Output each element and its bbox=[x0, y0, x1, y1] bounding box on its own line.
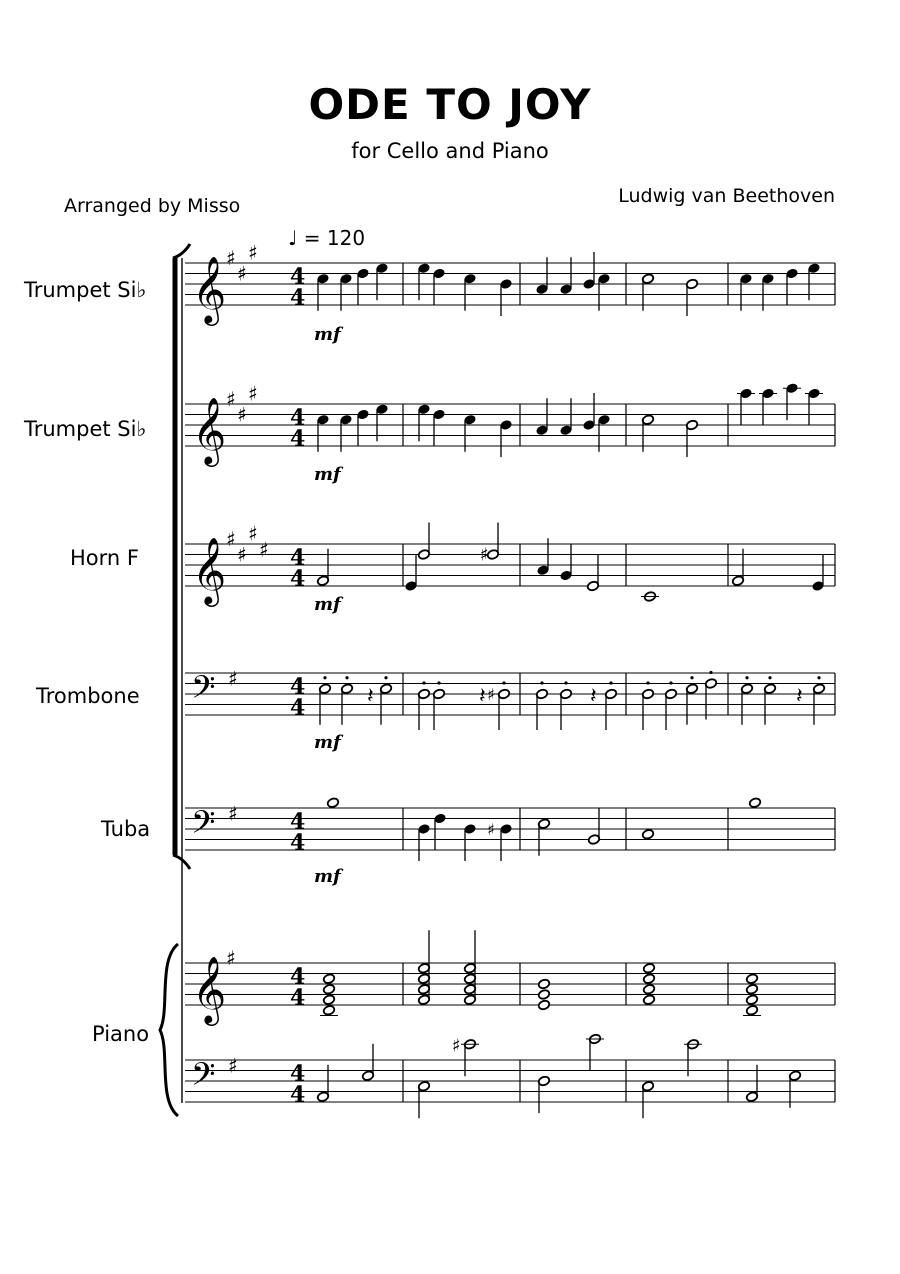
key-signature-sharp: ♯ bbox=[228, 801, 238, 826]
time-signature-bottom: 4 bbox=[290, 566, 306, 592]
staccato-dot bbox=[745, 676, 748, 679]
key-signature-sharp: ♯ bbox=[248, 381, 258, 406]
accidental-sharp: ♯ bbox=[480, 544, 489, 566]
arranger-credit: Arranged by Misso bbox=[64, 195, 241, 217]
time-signature-bottom: 4 bbox=[290, 830, 306, 856]
time-signature-top: 4 bbox=[290, 405, 306, 431]
instrument-label-trombone: Trombone bbox=[36, 684, 140, 708]
staccato-dot bbox=[564, 681, 567, 684]
piano-brace bbox=[160, 944, 178, 1116]
note-head bbox=[643, 963, 656, 974]
accidental-sharp: ♯ bbox=[487, 820, 495, 839]
time-signature-top: 4 bbox=[290, 674, 306, 700]
note-head bbox=[538, 978, 551, 989]
note-head bbox=[746, 994, 759, 1005]
time-signature-bottom: 4 bbox=[290, 426, 306, 452]
key-signature-sharp: ♯ bbox=[259, 537, 269, 562]
quarter-rest-icon: 𝄽 bbox=[590, 684, 597, 709]
quarter-rest-icon: 𝄽 bbox=[796, 684, 803, 709]
accidental-sharp: ♯ bbox=[452, 1035, 461, 1057]
quarter-rest-icon: 𝄽 bbox=[479, 684, 486, 709]
staccato-dot bbox=[646, 681, 649, 684]
treble-clef-icon: 𝄞 bbox=[192, 255, 227, 323]
note-head bbox=[643, 984, 656, 995]
note-head bbox=[746, 984, 759, 995]
note-head bbox=[643, 994, 656, 1005]
score-subtitle: for Cello and Piano bbox=[351, 139, 549, 163]
time-signature-bottom: 4 bbox=[290, 985, 306, 1011]
note-head bbox=[327, 797, 340, 808]
note-head bbox=[643, 973, 656, 984]
key-signature-sharp: ♯ bbox=[226, 945, 236, 970]
quarter-note-icon: ♩ bbox=[288, 226, 298, 250]
bracket-top-hook bbox=[173, 244, 190, 258]
staccato-dot bbox=[669, 681, 672, 684]
composer-credit: Ludwig van Beethoven bbox=[618, 185, 835, 207]
key-signature-sharp: ♯ bbox=[248, 240, 258, 265]
note-head bbox=[323, 1005, 336, 1016]
treble-clef-icon: 𝄞 bbox=[192, 955, 227, 1023]
note-head bbox=[323, 973, 336, 984]
time-signature-bottom: 4 bbox=[290, 1082, 306, 1108]
dynamic-marking: mf bbox=[314, 732, 341, 753]
time-signature-top: 4 bbox=[290, 809, 306, 835]
note-head bbox=[749, 797, 762, 808]
bass-clef-icon: 𝄢 bbox=[191, 669, 216, 713]
staccato-dot bbox=[540, 681, 543, 684]
time-signature-bottom: 4 bbox=[290, 695, 306, 721]
staccato-dot bbox=[384, 676, 387, 679]
time-signature-top: 4 bbox=[290, 264, 306, 290]
dynamic-marking: mf bbox=[314, 324, 341, 345]
note-head bbox=[642, 829, 655, 840]
staccato-dot bbox=[437, 681, 440, 684]
score-title: ODE TO JOY bbox=[308, 80, 592, 129]
key-signature-sharp: ♯ bbox=[226, 245, 236, 270]
staccato-dot bbox=[768, 676, 771, 679]
time-signature-bottom: 4 bbox=[290, 285, 306, 311]
treble-clef-icon: 𝄞 bbox=[192, 396, 227, 464]
note-head bbox=[746, 1005, 759, 1016]
key-signature-sharp: ♯ bbox=[237, 261, 247, 286]
instrument-label-piano: Piano bbox=[92, 1022, 150, 1046]
staccato-dot bbox=[345, 676, 348, 679]
dynamic-marking: mf bbox=[314, 866, 341, 887]
key-signature-sharp: ♯ bbox=[228, 666, 238, 691]
instrument-label-trumpet-2: Trumpet Si♭ bbox=[24, 417, 147, 441]
key-signature-sharp: ♯ bbox=[237, 402, 247, 427]
time-signature-top: 4 bbox=[290, 964, 306, 990]
staccato-dot bbox=[817, 676, 820, 679]
tempo-value: = 120 bbox=[303, 226, 366, 250]
note-head bbox=[323, 984, 336, 995]
instrument-label-tuba: Tuba bbox=[101, 817, 151, 841]
treble-clef-icon: 𝄞 bbox=[192, 536, 227, 604]
staccato-dot bbox=[502, 681, 505, 684]
note-head bbox=[538, 999, 551, 1010]
bass-clef-icon: 𝄢 bbox=[191, 1056, 216, 1100]
note-head bbox=[746, 973, 759, 984]
key-signature-sharp: ♯ bbox=[237, 542, 247, 567]
instrument-label-trumpet-1: Trumpet Si♭ bbox=[24, 278, 147, 302]
staccato-dot bbox=[323, 676, 326, 679]
note-head bbox=[538, 989, 551, 1000]
time-signature-top: 4 bbox=[290, 1061, 306, 1087]
staccato-dot bbox=[709, 671, 712, 674]
quarter-rest-icon: 𝄽 bbox=[367, 684, 374, 709]
dynamic-marking: mf bbox=[314, 464, 341, 485]
dynamic-marking: mf bbox=[314, 594, 341, 615]
key-signature-sharp: ♯ bbox=[226, 386, 236, 411]
staccato-dot bbox=[690, 676, 693, 679]
instrument-label-horn: Horn F bbox=[70, 546, 139, 570]
staccato-dot bbox=[609, 681, 612, 684]
staccato-dot bbox=[422, 681, 425, 684]
note-head bbox=[323, 994, 336, 1005]
bass-clef-icon: 𝄢 bbox=[191, 804, 216, 848]
key-signature-sharp: ♯ bbox=[248, 521, 258, 546]
key-signature-sharp: ♯ bbox=[226, 526, 236, 551]
key-signature-sharp: ♯ bbox=[228, 1053, 238, 1078]
accidental-sharp: ♯ bbox=[487, 685, 495, 704]
time-signature-top: 4 bbox=[290, 545, 306, 571]
